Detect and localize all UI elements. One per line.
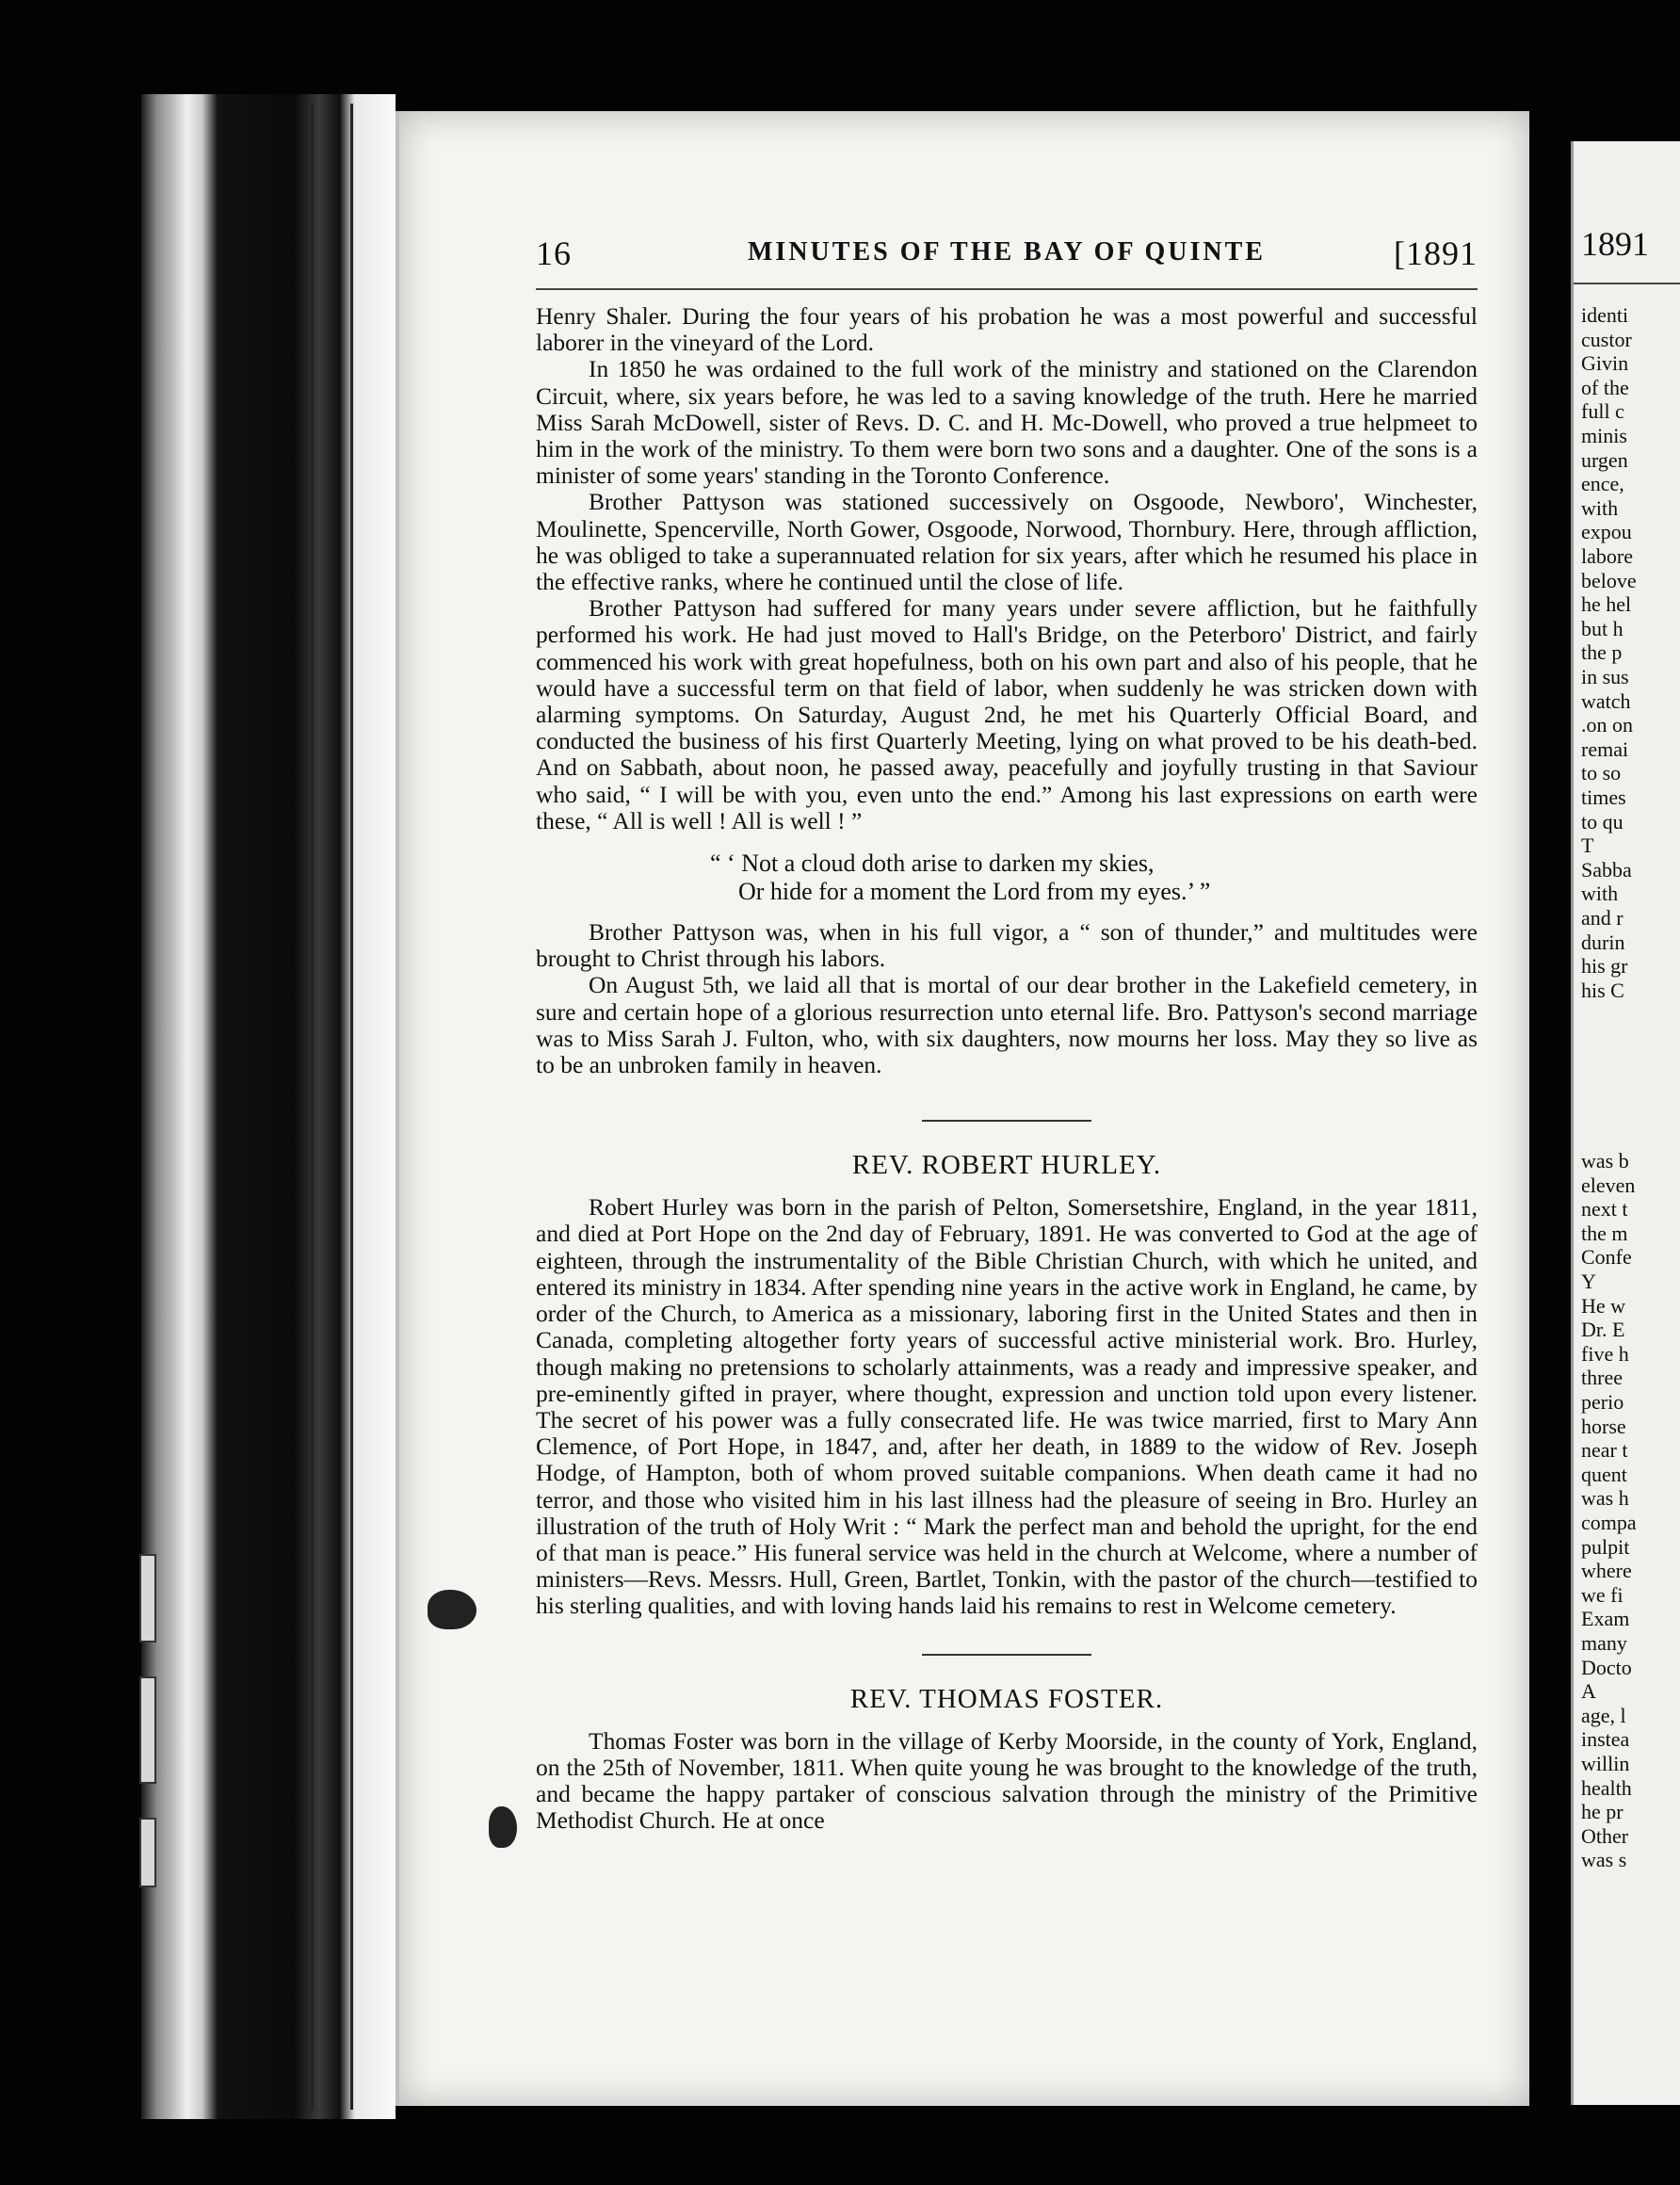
spine-mark: [139, 1818, 156, 1887]
adjacent-line-fragment: many: [1581, 1631, 1627, 1655]
adjacent-line-fragment: but h: [1581, 616, 1623, 640]
adjacent-line-fragment: age, l: [1581, 1703, 1626, 1727]
adjacent-line-fragment: health: [1581, 1775, 1632, 1800]
adjacent-line-fragment: instea: [1581, 1727, 1630, 1752]
adjacent-line-fragment: He w: [1581, 1293, 1626, 1318]
adjacent-line-fragment: with: [1581, 882, 1619, 906]
adjacent-line-fragment: identi: [1581, 303, 1629, 327]
page-number: 16: [536, 235, 572, 272]
adjacent-line-fragment: Givin: [1581, 351, 1629, 376]
adjacent-line-fragment: was b: [1581, 1149, 1629, 1173]
page-edge-line: [311, 104, 314, 2110]
adjacent-line-fragment: Sabba: [1581, 857, 1632, 882]
page-title: MINUTES OF THE BAY OF QUINTE: [748, 237, 1266, 267]
paragraph: Thomas Foster was born in the village of Kerby Moorside, in the county of York, England, on the 25th of November, 1811. When quite young he was brought to the knowledge of the truth, and became the happy partaker of conscious salvation through the ministry of the Primitive Methodist Church. He at once: [536, 1726, 1478, 1835]
adjacent-line-fragment: perio: [1581, 1390, 1624, 1414]
adjacent-line-fragment: belove: [1581, 568, 1637, 592]
adjacent-line-fragment: full c: [1581, 399, 1624, 424]
adjacent-line-fragment: minis: [1581, 424, 1627, 447]
paragraph: Henry Shaler. During the four years of his probation he was a most powerful and successful laborer in the vineyard of the Lord.: [536, 302, 1478, 357]
adjacent-page: [1571, 141, 1680, 2105]
adjacent-line-fragment: with: [1581, 495, 1619, 520]
section-heading: REV. ROBERT HURLEY.: [851, 1150, 1162, 1181]
adjacent-line-fragment: Y: [1581, 1270, 1596, 1293]
section-heading: REV. THOMAS FOSTER.: [849, 1683, 1164, 1714]
adjacent-line-fragment: the m: [1581, 1221, 1628, 1245]
adjacent-line-fragment: in sus: [1581, 665, 1629, 688]
adjacent-line-fragment: Confe: [1581, 1245, 1632, 1270]
adjacent-line-fragment: his C: [1581, 978, 1624, 1002]
ink-stain: [489, 1806, 517, 1848]
book-page: [396, 111, 1529, 2106]
adjacent-line-fragment: remai: [1581, 736, 1629, 761]
adjacent-line-fragment: near t: [1581, 1438, 1628, 1463]
adjacent-line-fragment: five h: [1581, 1341, 1629, 1366]
paragraph: Brother Pattyson was stationed successively on Osgoode, Newboro', Winchester, Moulinette, Spencerville, North Gower, Osgoode, Norwood, Thornbury. Here, through affliction, he was obliged to take a superannuated relation for six years, after which he resumed his place in the effective ranks, where he continued until the close of life.: [536, 488, 1478, 596]
adjacent-line-fragment: times: [1581, 785, 1626, 809]
adjacent-line-fragment: Other: [1581, 1823, 1629, 1848]
verse-line: Or hide for a moment the Lord from my eyes.’ ”: [738, 878, 1211, 906]
adjacent-line-fragment: of the: [1581, 375, 1629, 399]
adjacent-line-fragment: labore: [1581, 544, 1633, 568]
paragraph: On August 5th, we laid all that is mortal of our dear brother in the Lakefield cemetery, in sure and certain hope of a glorious resurrection unto eternal life. Bro. Pattyson's second marriage was to Miss Sarah J. Fulton, who, with six daughters, now mourns her loss. May they so live as to be an unbroken family in heaven.: [536, 971, 1478, 1079]
adjacent-line-fragment: custor: [1581, 327, 1632, 351]
adjacent-line-fragment: he pr: [1581, 1800, 1623, 1824]
page-edge-line: [350, 104, 353, 2110]
adjacent-line-fragment: .on on: [1581, 713, 1633, 737]
spine-mark: [139, 1554, 156, 1643]
adjacent-line-fragment: watch: [1581, 688, 1631, 713]
adjacent-line-fragment: durin: [1581, 930, 1625, 954]
page-year: [1891: [1394, 235, 1478, 272]
adjacent-line-fragment: his gr: [1581, 954, 1628, 979]
adjacent-line-fragment: was s: [1581, 1848, 1627, 1872]
book-binding: [141, 94, 396, 2119]
section-divider: [922, 1654, 1091, 1656]
adjacent-line-fragment: ence,: [1581, 472, 1624, 496]
adjacent-line-fragment: next t: [1581, 1197, 1628, 1222]
paragraph: Brother Pattyson had suffered for many years under severe affliction, but he faithfully performed his work. He had just moved to Hall's Bridge, on the Peterboro' District, and fairly commenced his work with great hopefulness, both on his own part and also of his people, that he would have a successful term on that field of labor, when suddenly he was stricken down with alarming symptoms. On Saturday, August 2nd, he met his Quarterly Official Board, and conducted the business of his first Quarterly Meeting, lying on what proved to be his death-bed. And on Sabbath, about noon, he passed away, peacefully and joyfully trusting in that Saviour who said, “ I will be with you, even unto the end.” Among his last expressions on earth were these, “ All is well ! All is well ! ”: [536, 594, 1478, 834]
verse-quote: [536, 850, 1478, 906]
adjacent-line-fragment: we fi: [1581, 1582, 1623, 1607]
spine-mark: [139, 1676, 156, 1784]
adjacent-line-fragment: pulpit: [1581, 1534, 1630, 1559]
adjacent-line-fragment: and r: [1581, 906, 1623, 930]
ink-stain: [428, 1590, 477, 1629]
header-rule: [536, 288, 1478, 290]
adjacent-line-fragment: where: [1581, 1559, 1632, 1583]
adjacent-line-fragment: willin: [1581, 1752, 1630, 1775]
paragraph: Brother Pattyson was, when in his full vigor, a “ son of thunder,” and multitudes were brought to Christ through his labors.: [536, 918, 1478, 973]
adjacent-line-fragment: three: [1581, 1366, 1623, 1390]
paragraph: In 1850 he was ordained to the full work of the ministry and stationed on the Clarendon Circuit, where, six years before, he was led to a saving knowledge of the truth. Here he married Miss Sarah McDowell, sister of Revs. D. C. and H. Mc-Dowell, who proved a true helpmeet to him in the work of the ministry. To them were born two sons and a daughter. One of the sons is a minister of some years' standing in the Toronto Conference.: [536, 355, 1478, 490]
adjacent-line-fragment: expou: [1581, 520, 1632, 544]
adjacent-line-fragment: Dr. E: [1581, 1318, 1625, 1342]
section-divider: [922, 1120, 1091, 1122]
adjacent-line-fragment: urgen: [1581, 447, 1628, 472]
adjacent-line-fragment: eleven: [1581, 1173, 1636, 1197]
adjacent-page-year: 1891: [1581, 225, 1649, 263]
adjacent-line-fragment: to so: [1581, 761, 1622, 785]
page-edge-line: [330, 104, 332, 2110]
adjacent-line-fragment: horse: [1581, 1414, 1626, 1438]
adjacent-line-fragment: he hel: [1581, 592, 1632, 617]
verse-line: “ ‘ Not a cloud doth arise to darken my skies,: [710, 850, 1155, 878]
adjacent-line-fragment: to qu: [1581, 809, 1623, 834]
paragraph: Robert Hurley was born in the parish of Pelton, Somersetshire, England, in the year 1811, and died at Port Hope on the 2nd day of February, 1891. He was converted to God at the age of eighteen, through the instrumentality of the Bible Christian Church, with which he united, and entered its ministry in 1834. After spending nine years in the active work in England, he came, by order of the Church, to America as a missionary, laboring first in the United States and then in Canada, completing altogether forty years of successful active ministerial work. Bro. Hurley, though making no pretensions to scholarly attainments, was a ready and impressive speaker, and pre-eminently gifted in prayer, where thought, expression and unction told upon every listener. The secret of his power was a fully consecrated life. He was twice married, first to Mary Ann Clemence, of Port Hope, in 1847, and, after her death, in 1889 to the widow of Rev. Joseph Hodge, of Hampton, both of whom proved suitable companions. When death came it had no terror, and those who visited him in his last illness had the pleasure of seeing in Bro. Hurley an illustration of the truth of Holy Writ : “ Mark the perfect man and behold the upright, for the end of that man is peace.” His funeral service was held in the church at Welcome, where a number of ministers—Revs. Messrs. Hull, Green, Bartlet, Tonkin, with the pastor of the church—testified to his sterling qualities, and with loving hands laid his remains to rest in Welcome cemetery.: [536, 1193, 1478, 1620]
adjacent-line-fragment: the p: [1581, 640, 1623, 665]
adjacent-line-fragment: was h: [1581, 1486, 1629, 1511]
adjacent-line-fragment: compa: [1581, 1511, 1637, 1534]
adjacent-header-rule: [1574, 283, 1680, 284]
page-content: [536, 234, 1478, 1834]
adjacent-line-fragment: Docto: [1581, 1655, 1632, 1679]
adjacent-line-fragment: quent: [1581, 1462, 1627, 1486]
adjacent-line-fragment: T: [1581, 834, 1594, 858]
running-head: [536, 234, 1478, 281]
adjacent-line-fragment: Exam: [1581, 1607, 1630, 1631]
adjacent-line-fragment: A: [1581, 1679, 1596, 1704]
